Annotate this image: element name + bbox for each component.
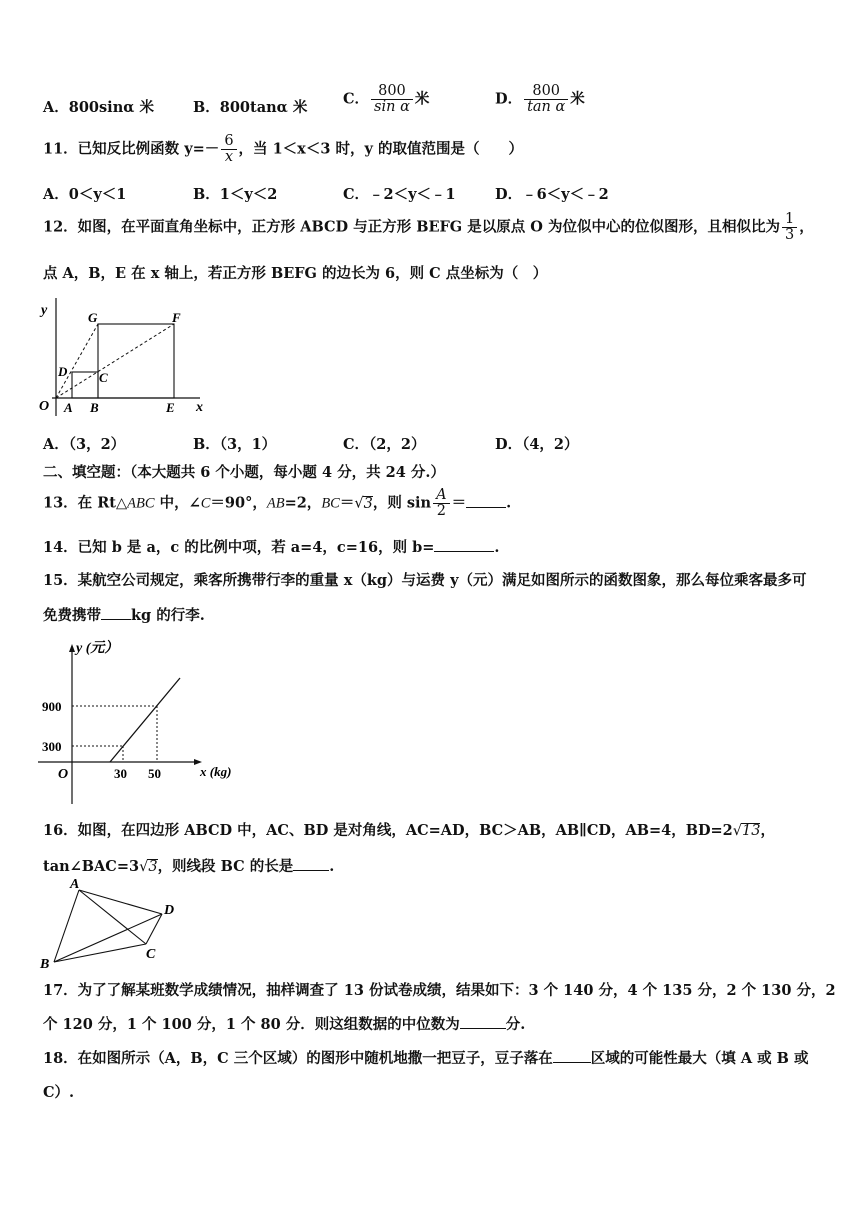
q10-option-c-unit: 米 <box>414 90 430 108</box>
q12-label-e: E <box>166 400 175 415</box>
q12-label-c: C <box>99 370 108 385</box>
q11-stem: 11．已知反比例函数 y=－ $\frac{6}{x}$ ，当 1＜x＜3 时，y 的取值范围是（ ） <box>43 133 523 166</box>
q12-label-o: O <box>39 399 50 414</box>
q18-stem-line2: C）. <box>43 1084 75 1101</box>
q16-side-da <box>79 890 162 914</box>
q11-option-d: D．﹣6＜y＜﹣2 <box>495 186 609 203</box>
q10-option-c-fraction: $\frac{800}{\text{sin α}}$ <box>371 84 413 115</box>
q13-fraction: $\frac{A}{2}$ <box>433 488 449 519</box>
q16-stem-line2: tan∠BAC=3√3，则线段 BC 的长是 . <box>43 858 335 875</box>
q12-option-a: A．（3，2） <box>43 436 126 453</box>
q12-label-y: y <box>41 303 48 318</box>
q11-option-a: A．0＜y＜1 <box>43 186 127 203</box>
q13-answer-blank[interactable] <box>466 493 506 508</box>
q17-stem-line2: 个 120 分，1 个 100 分，1 个 80 分．则这组数据的中位数为 分. <box>43 1016 526 1033</box>
q12-label-b: B <box>90 400 99 415</box>
q12-label-x: x <box>196 400 203 415</box>
q12-option-c: C．（2，2） <box>343 436 426 453</box>
q16-label-d: D <box>164 903 175 918</box>
q12-dashed-of <box>56 324 174 398</box>
q12-label-g: G <box>88 310 98 325</box>
q16-side-cd <box>146 914 162 944</box>
q12-ratio-fraction: $\frac{1}{3}$ <box>782 212 797 243</box>
q15-stem-line2: 免费携带 kg 的行李. <box>43 607 205 624</box>
q16-label-b: B <box>40 957 50 972</box>
q15-function-line <box>110 678 180 762</box>
q15-y-arrow <box>69 644 75 652</box>
q15-answer-blank[interactable] <box>101 605 131 620</box>
q16-sqrt-value-2: 3 <box>148 859 158 875</box>
q14-answer-blank[interactable] <box>434 537 494 552</box>
q18-answer-blank[interactable] <box>553 1048 591 1063</box>
q16-sqrt-value-1: 13 <box>742 823 761 839</box>
q12-label-f: F <box>172 310 181 325</box>
q17-answer-blank[interactable] <box>460 1014 506 1029</box>
q15-graph <box>34 636 244 806</box>
q16-label-a: A <box>70 877 80 892</box>
q10-option-c <box>343 84 429 115</box>
q12-stem-line1: 12．如图，在平面直角坐标中，正方形 ABCD 与正方形 BEFG 是以原点 O 为位似中心的位似图形，且相似比为 $\frac{1}{3}$ ， <box>43 211 814 244</box>
q16-label-c: C <box>146 947 156 962</box>
q10-option-c-label: C． <box>343 90 370 108</box>
q16-sqrt-sign-1: √ <box>732 823 743 839</box>
q16-side-ab <box>54 890 79 962</box>
q10-option-d-unit: 米 <box>570 90 585 108</box>
q13-sqrt-sign: √ <box>354 495 364 512</box>
q15-label-x: x (kg) <box>200 764 232 779</box>
q15-tick-50: 50 <box>148 766 161 781</box>
q17-stem-line1: 17．为了了解某班数学成绩情况，抽样调查了 13 份试卷成绩，结果如下：3 个 140 分，4 个 135 分，2 个 130 分，2 <box>43 982 836 999</box>
q12-label-a: A <box>64 400 73 415</box>
q12-option-b: B．（3，1） <box>193 436 277 453</box>
q10-option-d-label: D． <box>495 90 523 108</box>
q12-figure <box>34 294 214 418</box>
q18-stem-line1: 18．在如图所示（A，B，C 三个区域）的图形中随机地撒一把豆子，豆子落在 区域的可能性最大（填 A 或 B 或 <box>43 1050 809 1067</box>
q15-label-y: y (元） <box>76 641 119 656</box>
q10-option-b: B．800tanα 米 <box>193 99 308 116</box>
q16-side-bc <box>54 944 146 962</box>
q13-stem: 13．在 Rt△ABC 中，∠C＝90°，AB=2，BC＝√3，则 sin $\frac{A}{2}$ ＝ . <box>43 487 512 520</box>
q11-option-b: B．1＜y＜2 <box>193 186 278 203</box>
q14-stem: 14．已知 b 是 a，c 的比例中项，若 a=4，c=16，则 b= . <box>43 539 500 556</box>
q10-option-d <box>495 84 585 115</box>
q12-label-d: D <box>58 364 68 379</box>
q15-label-o: O <box>58 767 69 782</box>
q10-option-a: A．800sinα 米 <box>43 99 154 116</box>
q12-option-d: D．（4，2） <box>495 436 579 453</box>
q11-fraction: $\frac{6}{x}$ <box>221 134 236 165</box>
q15-stem-line1: 15．某航空公司规定，乘客所携带行李的重量 x（kg）与运费 y（元）满足如图所示的函数图象，那么每位乘客最多可 <box>43 572 807 589</box>
q12-square-bcfg <box>98 324 174 398</box>
q16-answer-blank[interactable] <box>293 856 329 871</box>
q10-option-d-fraction: $\frac{800}{\text{tan α}}$ <box>524 84 568 115</box>
q11-option-c: C．﹣2＜y＜﹣1 <box>343 186 456 203</box>
q16-figure <box>34 876 184 972</box>
section-2-heading: 二、填空题：（本大题共 6 个小题，每小题 4 分，共 24 分.） <box>43 464 445 481</box>
q12-stem-line2: 点 A，B，E 在 x 轴上，若正方形 BEFG 的边长为 6，则 C 点坐标为（ ） <box>43 265 548 282</box>
q15-tick-900: 900 <box>42 699 62 714</box>
q15-tick-30: 30 <box>114 766 127 781</box>
q16-stem-line1: 16．如图，在四边形 ABCD 中，AC、BD 是对角线，AC=AD，BC＞AB，AB∥CD，AB=4，BD=2√13， <box>43 822 775 839</box>
q16-sqrt-sign-2: √ <box>139 859 149 875</box>
q13-sqrt-value: 3 <box>363 495 373 512</box>
q15-tick-300: 300 <box>42 739 62 754</box>
q12-dashed-og <box>56 324 98 398</box>
